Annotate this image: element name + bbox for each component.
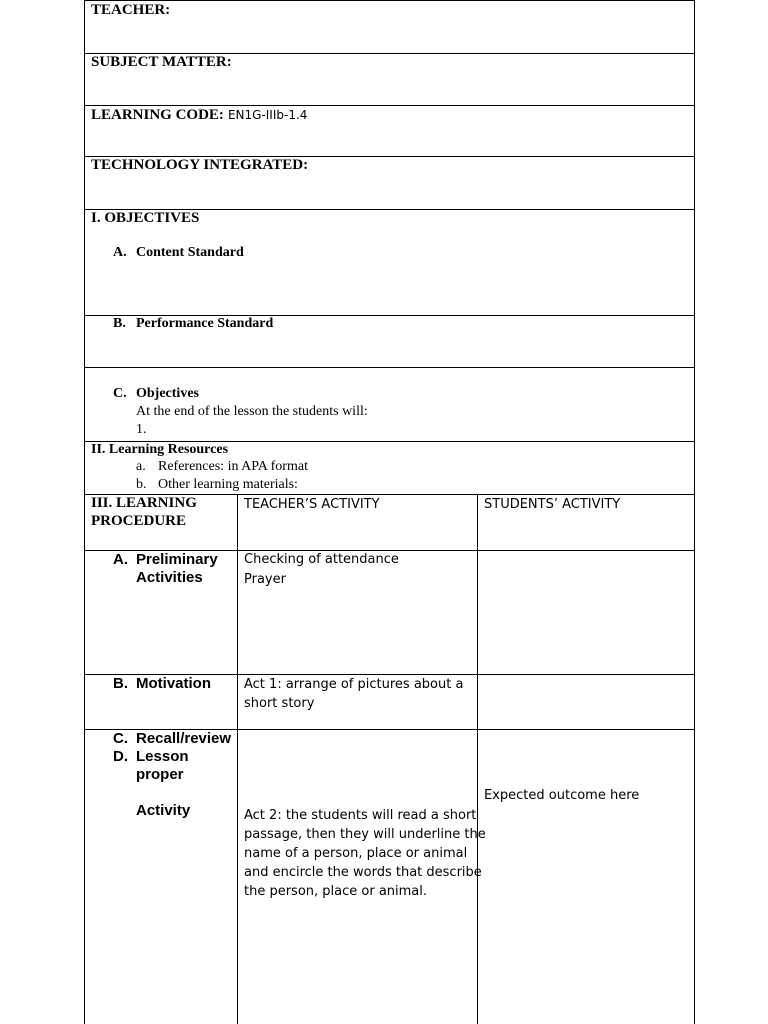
learning-code-line bbox=[91, 106, 307, 124]
column-divider bbox=[237, 494, 238, 1024]
preliminary-label-line1: Preliminary bbox=[136, 551, 218, 568]
procedure-title-line2: PROCEDURE bbox=[91, 513, 187, 529]
motivation-label: Motivation bbox=[136, 675, 211, 692]
recall-marker: C. bbox=[113, 730, 128, 747]
expected-outcome: Expected outcome here bbox=[484, 788, 640, 803]
activity-teacher-line2: passage, then they will underline the bbox=[244, 827, 486, 842]
other-materials-marker: b. bbox=[136, 477, 147, 492]
activity-teacher-line5: the person, place or animal. bbox=[244, 884, 428, 899]
learning-code-value: EN1G-IIIb-1.4 bbox=[227, 108, 308, 122]
subject-matter-label: SUBJECT MATTER: bbox=[91, 54, 232, 70]
students-activity-header: STUDENTS’ ACTIVITY bbox=[484, 497, 621, 512]
recall-label: Recall/review bbox=[136, 730, 232, 747]
activity-teacher-line3: name of a person, place or animal bbox=[244, 846, 468, 861]
column-divider bbox=[477, 494, 478, 1024]
performance-standard-label: Performance Standard bbox=[136, 316, 274, 331]
preliminary-marker: A. bbox=[113, 551, 128, 568]
objective-item-1: 1. bbox=[136, 422, 147, 437]
lesson-label-line1: Lesson bbox=[136, 748, 189, 765]
objectives-title: I. OBJECTIVES bbox=[91, 210, 200, 226]
learning-code-label: LEARNING CODE: bbox=[91, 107, 224, 123]
content-standard-marker: A. bbox=[113, 245, 127, 260]
technology-label: TECHNOLOGY INTEGRATED: bbox=[91, 157, 309, 173]
performance-standard-marker: B. bbox=[113, 316, 126, 331]
activity-teacher-line1: Act 2: the students will read a short bbox=[244, 808, 477, 823]
procedure-title-line1: III. LEARNING bbox=[91, 495, 197, 511]
activity-label: Activity bbox=[136, 802, 191, 819]
other-materials-text: Other learning materials: bbox=[158, 477, 298, 492]
row-divider bbox=[84, 367, 695, 368]
teacher-activity-header: TEACHER’S ACTIVITY bbox=[244, 497, 380, 512]
motivation-teacher-line1: Act 1: arrange of pictures about a bbox=[244, 677, 464, 692]
lesson-label-line2: proper bbox=[136, 766, 184, 783]
objectives-c-marker: C. bbox=[113, 386, 127, 401]
preliminary-teacher-line2: Prayer bbox=[244, 572, 286, 587]
references-marker: a. bbox=[136, 459, 146, 474]
motivation-teacher-line2: short story bbox=[244, 696, 315, 711]
objectives-c-label: Objectives bbox=[136, 386, 199, 401]
teacher-label: TEACHER: bbox=[91, 2, 171, 18]
objectives-intro: At the end of the lesson the students will: bbox=[136, 404, 368, 419]
motivation-marker: B. bbox=[113, 675, 128, 692]
preliminary-label-line2: Activities bbox=[136, 569, 203, 586]
references-text: References: in APA format bbox=[158, 459, 308, 474]
preliminary-teacher-line1: Checking of attendance bbox=[244, 552, 399, 567]
lesson-marker: D. bbox=[113, 748, 128, 765]
activity-teacher-line4: and encircle the words that describe bbox=[244, 865, 482, 880]
content-standard-label: Content Standard bbox=[136, 245, 244, 260]
learning-resources-title: II. Learning Resources bbox=[91, 442, 229, 457]
